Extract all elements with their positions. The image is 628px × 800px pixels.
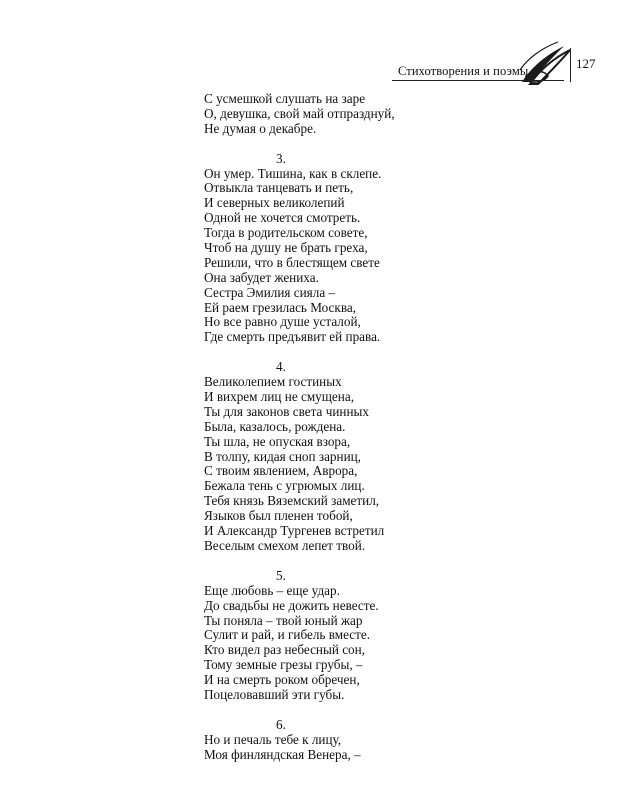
- poem-line: Где смерть предъявит ей права.: [204, 329, 381, 345]
- running-header-title: Стихотворения и поэмы: [398, 64, 529, 78]
- poem-line: Ты поняла – твой юный жар: [204, 612, 363, 628]
- page-header: [0, 0, 628, 90]
- poem-line: Кто видел раз небесный сон,: [204, 642, 366, 658]
- poem-line: Сестра Эмилия сияла –: [204, 284, 336, 300]
- section-number: 6.: [276, 716, 286, 732]
- header-rule: [392, 80, 564, 81]
- poem-line: О, девушка, свой май отпразднуй,: [204, 105, 395, 121]
- poem-line: В толпу, кидая сноп зарниц,: [204, 448, 361, 464]
- poem-line: И Александр Тургенев встретил: [204, 523, 385, 539]
- poem-line: Он умер. Тишина, как в склепе.: [204, 165, 382, 181]
- poem-line: И вихрем лиц не смущена,: [204, 389, 354, 405]
- poem-line: Ты для законов света чинных: [204, 403, 369, 419]
- poem-line: Отвыкла танцевать и петь,: [204, 180, 354, 196]
- poem-line: Была, казалось, рождена.: [204, 418, 346, 434]
- poem-line: И северных великолепий: [204, 195, 345, 211]
- poem-line: Веселым смехом лепет твой.: [204, 537, 366, 553]
- header-vertical-rule: [570, 48, 571, 82]
- poem-line: С усмешкой слушать на заре: [204, 91, 366, 106]
- poem-line: И на смерть роком обречен,: [204, 672, 360, 688]
- poem-line: Великолепием гостиных: [204, 374, 342, 390]
- poem-line: Тебя князь Вяземский заметил,: [204, 493, 380, 509]
- section-number: 5.: [276, 567, 286, 583]
- poem-line: Тогда в родительском совете,: [204, 225, 368, 241]
- section-number: 4.: [276, 359, 286, 375]
- poem-line: Одной не хочется смотреть.: [204, 210, 361, 226]
- poem-line: Поцеловавший эти губы.: [204, 686, 345, 702]
- poem-line: Ты шла, не опуская взора,: [204, 433, 351, 449]
- poem-line: Чтоб на душу не брать греха,: [204, 240, 368, 256]
- poem-line: Не думая о декабре.: [204, 120, 317, 136]
- poem-line: Решили, что в блестящем свете: [204, 254, 380, 270]
- poem-line: Тому земные грезы грубы, –: [204, 657, 363, 673]
- poem-line: Но и печаль тебе к лицу,: [204, 731, 342, 747]
- section-5: [204, 569, 504, 703]
- poem-line: Бежала тень с угрюмых лиц.: [204, 478, 365, 494]
- opening-stanza: [204, 92, 504, 137]
- section-number: 3.: [276, 150, 286, 166]
- page-number: 127: [576, 56, 596, 71]
- section-3: [204, 152, 504, 346]
- poem-line: Она забудет жениха.: [204, 269, 319, 285]
- poem-line: Ей раем грезилась Москва,: [204, 299, 357, 315]
- poem-line: Еще любовь – еще удар.: [204, 582, 340, 598]
- poem-line: С твоим явлением, Аврора,: [204, 463, 358, 479]
- poem-line: Но все равно душе усталой,: [204, 314, 361, 330]
- section-6: [204, 718, 504, 763]
- poem-line: Сулит и рай, и гибель вместе.: [204, 627, 371, 643]
- section-4: [204, 360, 504, 554]
- poem-line: До свадьбы не дожить невесте.: [204, 597, 379, 613]
- poem-line: Языков был пленен тобой,: [204, 508, 353, 524]
- poem-line: Моя финляндская Венера, –: [204, 746, 361, 762]
- poem-body: [204, 92, 504, 763]
